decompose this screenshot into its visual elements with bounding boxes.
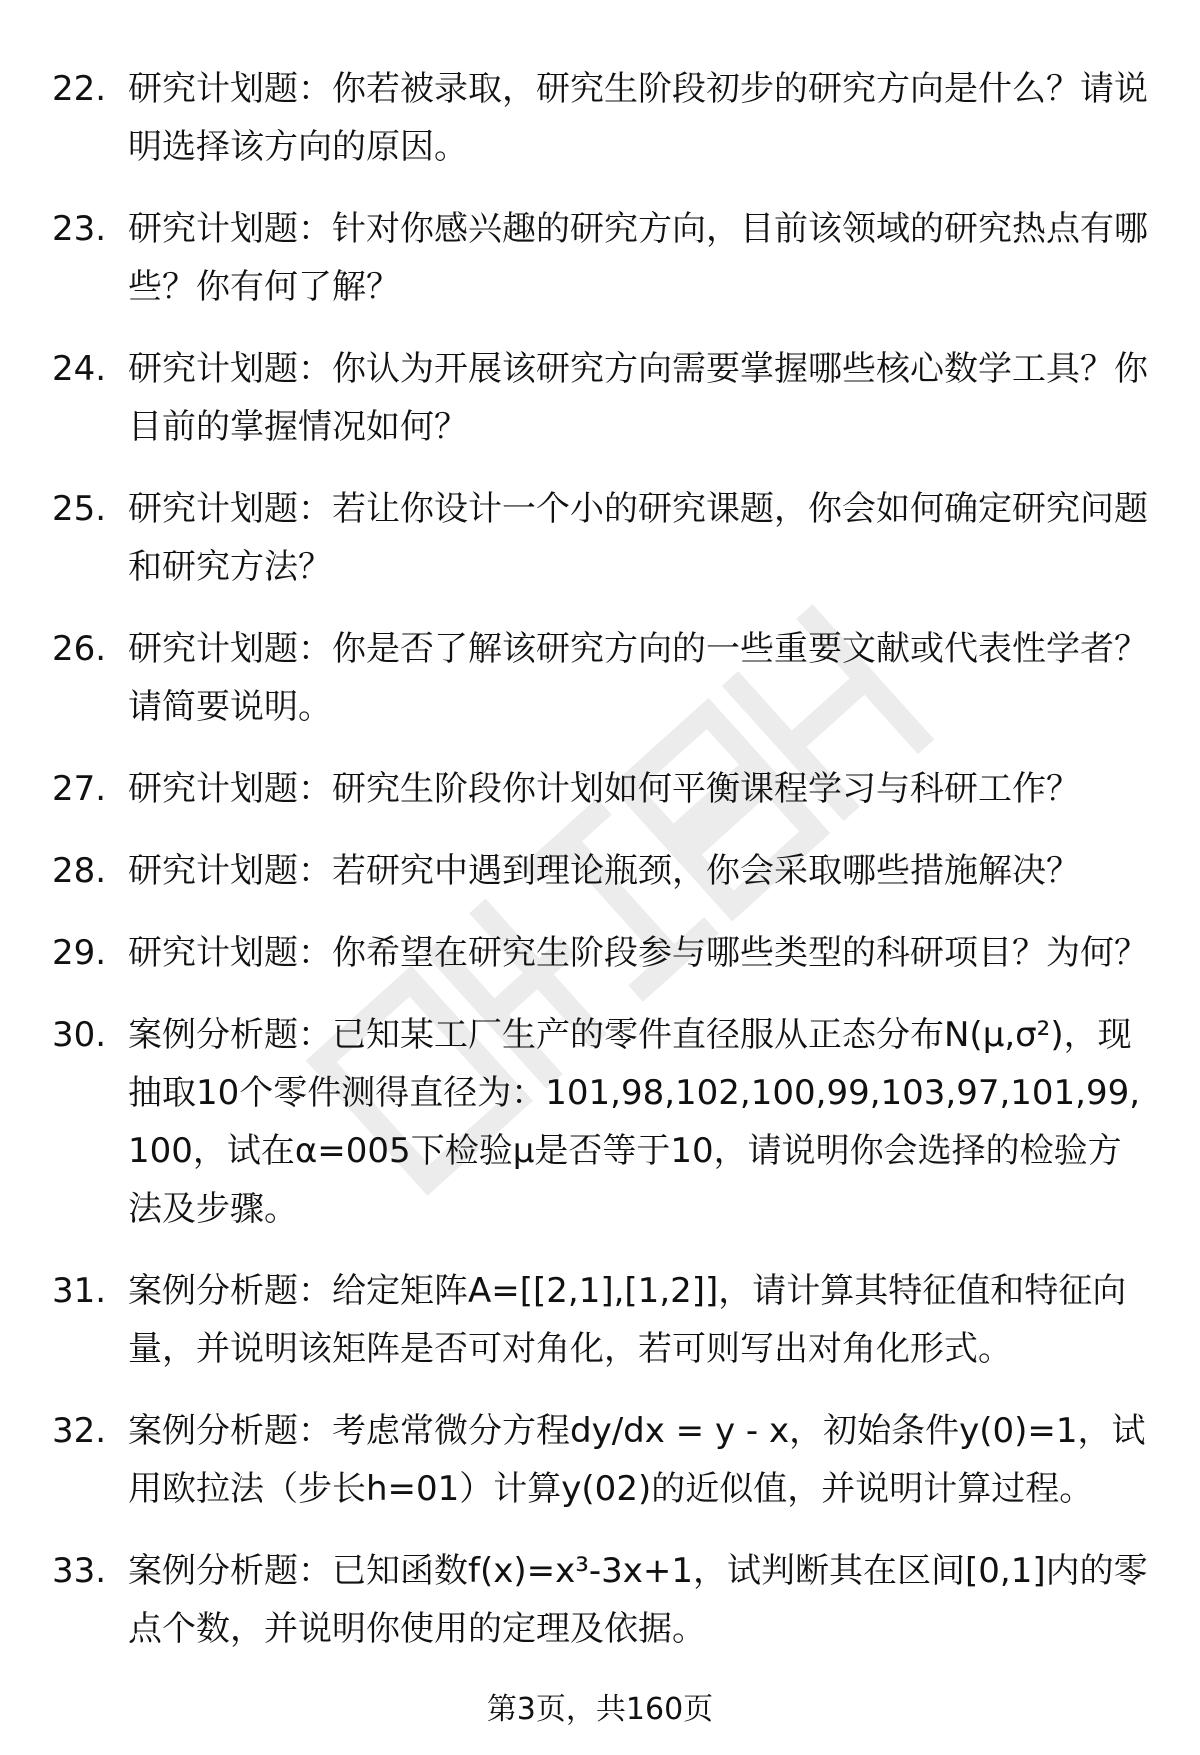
question-number: 29. xyxy=(52,933,107,973)
question-text: 案例分析题：已知某工厂生产的零件直径服从正态分布N(μ,σ²)，现抽取10个零件测得直径为：101,98,102,100,99,103,97,101,99,100，试在α=005下检验μ是否等于10，请说明你会选择的检验方法及步骤。 xyxy=(128,1015,1141,1229)
question-text: 研究计划题：若研究中遇到理论瓶颈，你会采取哪些措施解决？ xyxy=(128,851,1080,891)
question-text: 研究计划题：针对你感兴趣的研究方向，目前该领域的研究热点有哪些？你有何了解？ xyxy=(128,209,1148,307)
question-item xyxy=(52,480,1152,596)
question-item xyxy=(52,1262,1152,1378)
question-text: 案例分析题：给定矩阵A=[[2,1],[1,2]]，请计算其特征值和特征向量，并说明该矩阵是否可对角化，若可则写出对角化形式。 xyxy=(128,1271,1127,1369)
question-item xyxy=(52,200,1152,316)
question-number: 32. xyxy=(52,1411,107,1451)
question-text: 研究计划题：你若被录取，研究生阶段初步的研究方向是什么？请说明选择该方向的原因。 xyxy=(128,69,1148,167)
question-number: 22. xyxy=(52,69,107,109)
question-text: 研究计划题：你认为开展该研究方向需要掌握哪些核心数学工具？你目前的掌握情况如何？ xyxy=(128,349,1148,447)
question-number: 33. xyxy=(52,1551,107,1591)
question-text: 研究计划题：研究生阶段你计划如何平衡课程学习与科研工作？ xyxy=(128,769,1080,809)
question-text: 案例分析题：考虑常微分方程dy/dx = y - x，初始条件y(0)=1，试用欧拉法（步长h=01）计算y(02)的近似值，并说明计算过程。 xyxy=(128,1411,1146,1509)
question-text: 研究计划题：若让你设计一个小的研究课题，你会如何确定研究问题和研究方法？ xyxy=(128,489,1148,587)
question-item xyxy=(52,60,1152,176)
question-number: 26. xyxy=(52,629,107,669)
question-text: 案例分析题：已知函数f(x)=x³-3x+1，试判断其在区间[0,1]内的零点个数，并说明你使用的定理及依据。 xyxy=(128,1551,1148,1649)
question-item xyxy=(52,842,1152,900)
question-item xyxy=(52,760,1152,818)
question-item xyxy=(52,340,1152,456)
question-number: 24. xyxy=(52,349,107,389)
question-item xyxy=(52,1542,1152,1658)
question-item xyxy=(52,1402,1152,1518)
question-list xyxy=(52,60,1152,1658)
question-text: 研究计划题：你是否了解该研究方向的一些重要文献或代表性学者？请简要说明。 xyxy=(128,629,1148,727)
question-number: 27. xyxy=(52,769,107,809)
page-footer: 第3页，共160页 xyxy=(486,1692,714,1727)
question-item xyxy=(52,924,1152,982)
question-number: 28. xyxy=(52,851,107,891)
question-item xyxy=(52,1006,1152,1238)
question-number: 31. xyxy=(52,1271,107,1311)
question-number: 25. xyxy=(52,489,107,529)
question-number: 30. xyxy=(52,1015,107,1055)
question-item xyxy=(52,620,1152,736)
question-text: 研究计划题：你希望在研究生阶段参与哪些类型的科研项目？为何？ xyxy=(128,933,1148,973)
question-number: 23. xyxy=(52,209,107,249)
